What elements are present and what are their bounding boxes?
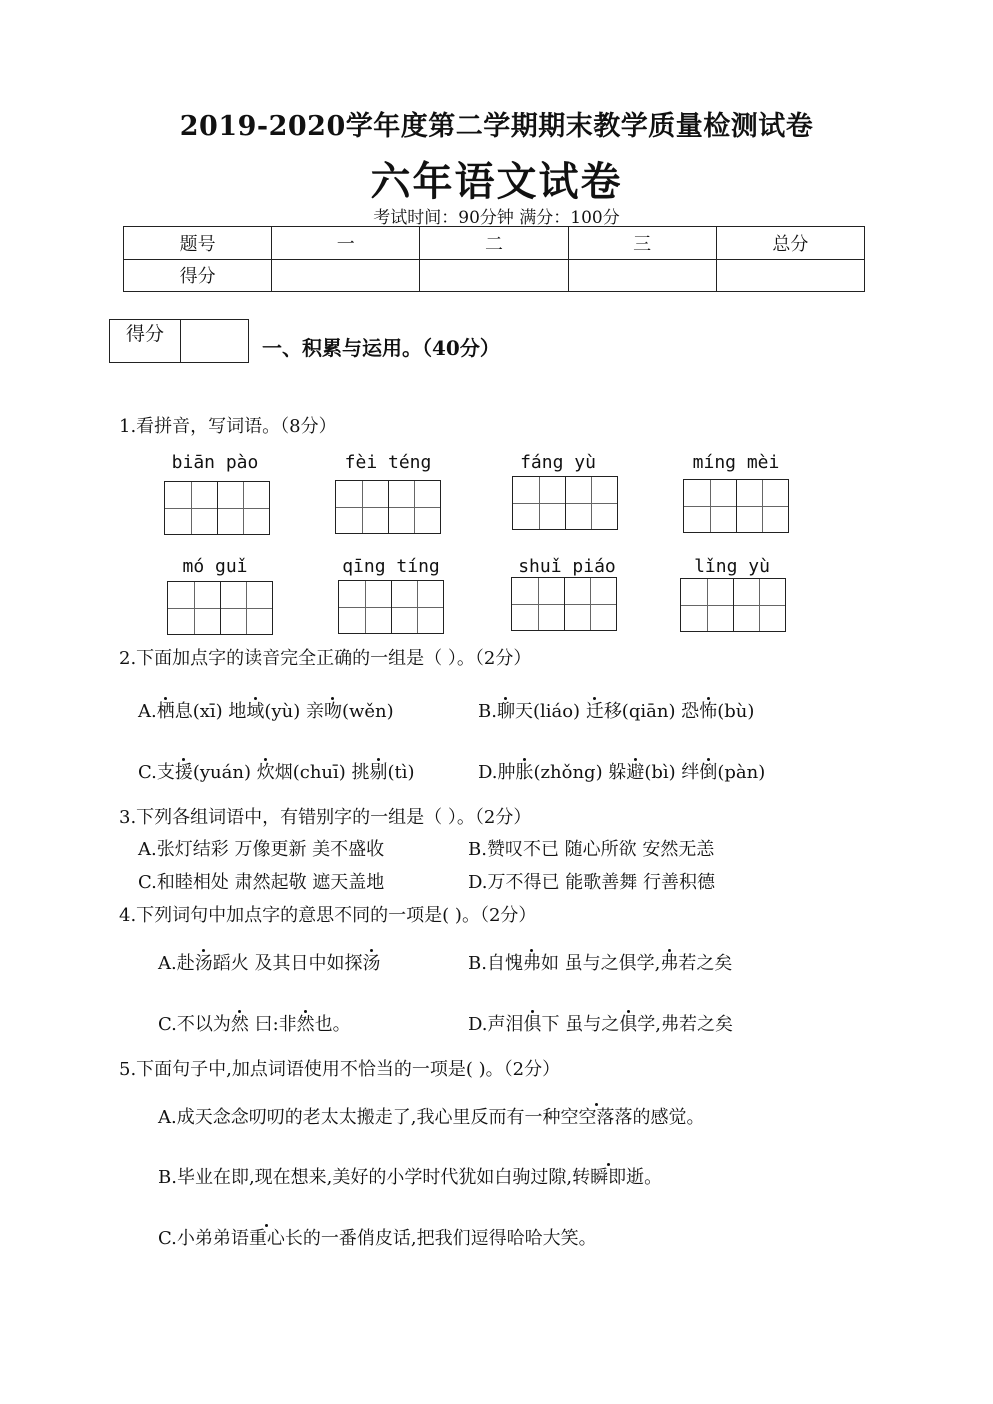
pinyin-label: mó guǐ — [182, 556, 248, 577]
question-4-option-c: C.不以为然 曰:非然也。 — [158, 1014, 351, 1035]
section-score-box — [109, 319, 249, 363]
writing-grid — [167, 581, 273, 635]
writing-grid — [335, 480, 441, 534]
pinyin-label: shuǐ piáo — [518, 556, 616, 577]
question-5-stem: 5.下面句子中,加点词语使用不恰当的一项是( )。（2分） — [119, 1059, 561, 1080]
question-4-stem: 4.下列词句中加点字的意思不同的一项是( )。（2分） — [119, 905, 537, 926]
score-table-cell: 题号 — [124, 227, 272, 260]
question-2-option-c: C.支援(yuán) 炊烟(chuī) 挑剔(tì) — [138, 762, 415, 783]
score-table — [123, 226, 865, 292]
score-table-score-row — [124, 259, 865, 292]
question-3-option-b: B.赞叹不已 随心所欲 安然无恙 — [468, 839, 715, 860]
writing-grid — [512, 476, 618, 530]
score-table-cell: 得分 — [124, 259, 272, 292]
question-2-option-d: D.肿胀(zhǒng) 躲避(bì) 绊倒(pàn) — [478, 762, 766, 783]
score-entry-cell — [716, 259, 864, 292]
question-5-option-a: A.成天念念叨叨的老太太搬走了,我心里反而有一种空空落落的感觉。 — [158, 1107, 705, 1128]
question-2-option-a: A.栖息(xī) 地域(yù) 亲吻(wěn) — [138, 701, 394, 722]
section-title: 一、积累与运用。（40分） — [262, 336, 500, 360]
question-1-stem: 1.看拼音，写词语。（8分） — [119, 416, 337, 437]
score-table-header-row — [124, 227, 865, 260]
question-5-option-c: C.小弟弟语重心长的一番俏皮话,把我们逗得哈哈大笑。 — [158, 1228, 597, 1249]
question-4-option-a: A.赴汤蹈火 及其日中如探汤 — [158, 953, 381, 974]
question-4-option-b: B.自愧弗如 虽与之俱学,弗若之矣 — [468, 953, 733, 974]
writing-grid — [511, 577, 617, 631]
question-2-stem: 2.下面加点字的读音完全正确的一组是（ ）。（2分） — [119, 648, 532, 669]
exam-title: 2019-2020学年度第二学期期末教学质量检测试卷 — [179, 111, 814, 142]
section-score-label: 得分 — [110, 320, 181, 362]
score-table-cell: 三 — [568, 227, 716, 260]
writing-grid — [680, 578, 786, 632]
pinyin-label: biān pào — [171, 452, 259, 473]
pinyin-label: míng mèi — [692, 452, 780, 473]
pinyin-label: fèi téng — [344, 452, 432, 473]
pinyin-label: lǐng yù — [694, 556, 770, 577]
score-table-cell: 总分 — [716, 227, 864, 260]
pinyin-label: fáng yù — [520, 452, 596, 473]
question-3-option-c: C.和睦相处 肃然起敬 遮天盖地 — [138, 872, 385, 893]
question-3-option-a: A.张灯结彩 万像更新 美不盛收 — [138, 839, 385, 860]
score-entry-cell — [568, 259, 716, 292]
writing-grid — [683, 479, 789, 533]
question-2-option-b: B.聊天(liáo) 迁移(qiān) 恐怖(bù) — [478, 701, 755, 722]
score-table-cell: 二 — [420, 227, 568, 260]
writing-grid — [338, 580, 444, 634]
pinyin-label: qīng tíng — [342, 556, 440, 577]
exam-subtitle: 六年语文试卷 — [370, 158, 623, 205]
question-3-stem: 3.下列各组词语中，有错别字的一组是（ ）。（2分） — [119, 807, 532, 828]
question-5-option-b: B.毕业在即,现在想来,美好的小学时代犹如白驹过隙,转瞬即逝。 — [158, 1167, 663, 1188]
writing-grid — [164, 481, 270, 535]
question-3-option-d: D.万不得已 能歌善舞 行善积德 — [468, 872, 715, 893]
score-table-cell: 一 — [272, 227, 420, 260]
score-entry-cell — [420, 259, 568, 292]
exam-info: 考试时间：90分钟 满分：100分 — [373, 208, 620, 228]
question-4-option-d: D.声泪俱下 虽与之俱学,弗若之矣 — [468, 1014, 733, 1035]
score-entry-cell — [272, 259, 420, 292]
